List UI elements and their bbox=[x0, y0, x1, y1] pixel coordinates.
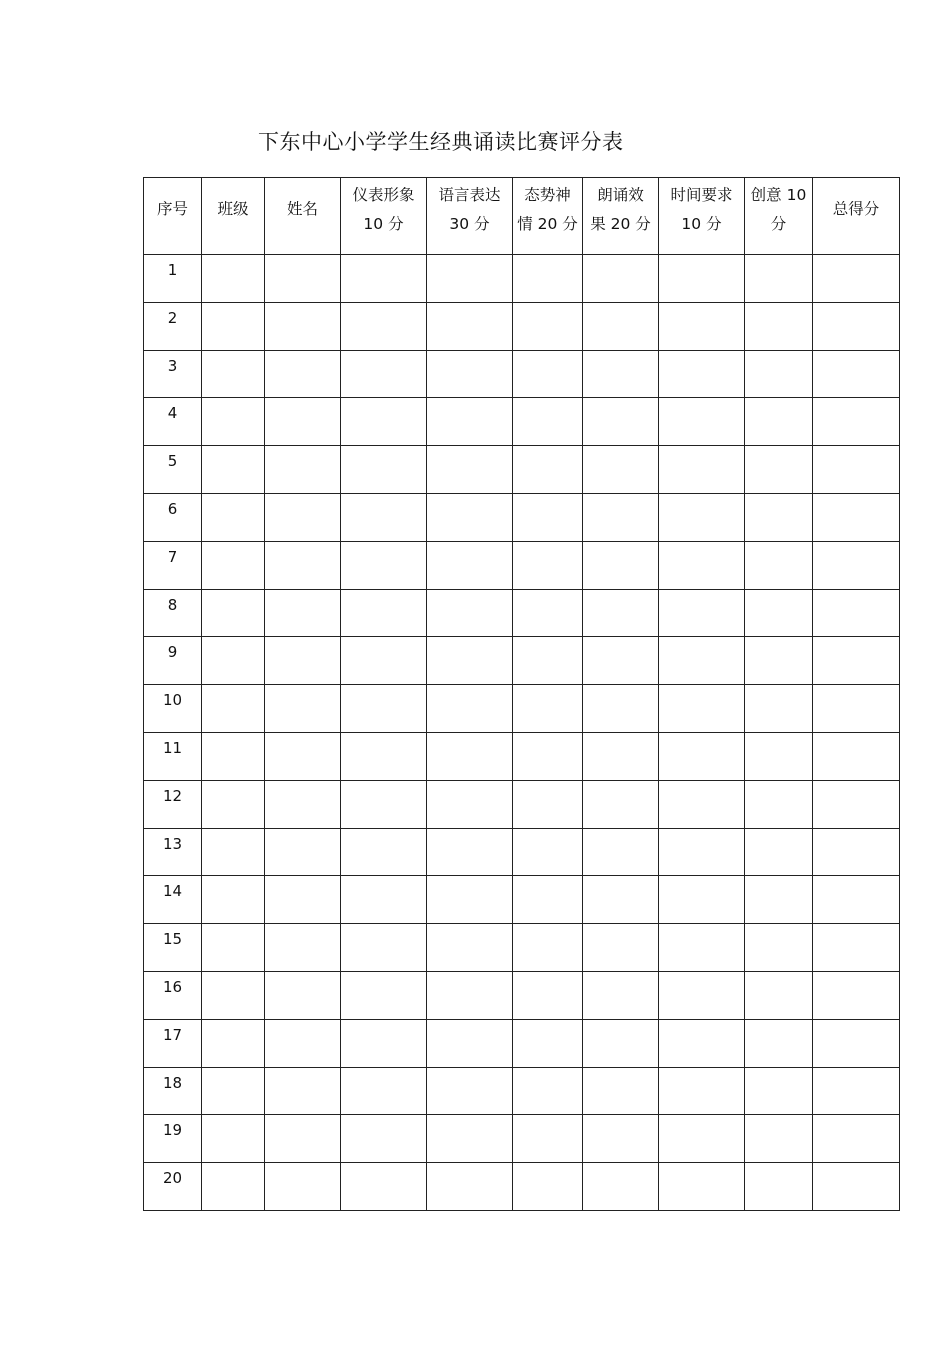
score-cell[interactable] bbox=[583, 971, 659, 1019]
page-title: 下东中心小学学生经典诵读比赛评分表 bbox=[258, 130, 624, 154]
score-cell[interactable] bbox=[583, 637, 659, 685]
header-label: 态势神 bbox=[524, 186, 571, 204]
score-cell[interactable] bbox=[202, 302, 265, 350]
row-number: 10 bbox=[144, 685, 202, 733]
score-cell[interactable] bbox=[659, 685, 745, 733]
score-cell[interactable] bbox=[513, 541, 583, 589]
score-cell[interactable] bbox=[659, 1115, 745, 1163]
score-cell[interactable] bbox=[265, 637, 341, 685]
score-cell[interactable] bbox=[659, 971, 745, 1019]
score-cell[interactable] bbox=[427, 1067, 513, 1115]
score-cell[interactable] bbox=[659, 637, 745, 685]
score-cell[interactable] bbox=[745, 589, 813, 637]
table-row bbox=[144, 1115, 900, 1163]
score-cell[interactable] bbox=[202, 828, 265, 876]
row-number: 5 bbox=[144, 446, 202, 494]
score-cell[interactable] bbox=[341, 446, 427, 494]
row-number: 20 bbox=[144, 1163, 202, 1211]
score-cell[interactable] bbox=[513, 398, 583, 446]
row-number: 18 bbox=[144, 1067, 202, 1115]
score-cell[interactable] bbox=[427, 302, 513, 350]
score-cell[interactable] bbox=[265, 1115, 341, 1163]
score-cell[interactable] bbox=[659, 1163, 745, 1211]
score-cell[interactable] bbox=[427, 828, 513, 876]
row-number: 3 bbox=[144, 350, 202, 398]
row-number: 12 bbox=[144, 780, 202, 828]
score-cell[interactable] bbox=[202, 637, 265, 685]
header-points: 10 分 bbox=[681, 215, 722, 233]
header-time bbox=[659, 178, 745, 255]
score-cell[interactable] bbox=[813, 1067, 900, 1115]
score-cell[interactable] bbox=[513, 255, 583, 303]
score-cell[interactable] bbox=[202, 971, 265, 1019]
score-cell[interactable] bbox=[813, 1163, 900, 1211]
score-cell[interactable] bbox=[513, 637, 583, 685]
score-cell[interactable] bbox=[202, 1115, 265, 1163]
table-row bbox=[144, 350, 900, 398]
row-number: 4 bbox=[144, 398, 202, 446]
row-number: 13 bbox=[144, 828, 202, 876]
score-cell[interactable] bbox=[745, 350, 813, 398]
score-cell[interactable] bbox=[659, 446, 745, 494]
score-cell[interactable] bbox=[513, 302, 583, 350]
score-cell[interactable] bbox=[583, 1019, 659, 1067]
score-cell[interactable] bbox=[745, 302, 813, 350]
score-cell[interactable] bbox=[583, 350, 659, 398]
score-cell[interactable] bbox=[659, 1067, 745, 1115]
score-cell[interactable] bbox=[341, 685, 427, 733]
header-label: 语言表达 bbox=[438, 186, 501, 204]
row-number: 6 bbox=[144, 493, 202, 541]
score-cell[interactable] bbox=[202, 541, 265, 589]
score-cell[interactable] bbox=[427, 1019, 513, 1067]
score-cell[interactable] bbox=[513, 350, 583, 398]
score-cell[interactable] bbox=[265, 685, 341, 733]
score-cell[interactable] bbox=[583, 732, 659, 780]
score-cell[interactable] bbox=[341, 1115, 427, 1163]
score-cell[interactable] bbox=[583, 876, 659, 924]
table-row bbox=[144, 541, 900, 589]
table-row bbox=[144, 971, 900, 1019]
score-cell[interactable] bbox=[341, 255, 427, 303]
score-cell[interactable] bbox=[265, 876, 341, 924]
score-cell[interactable] bbox=[813, 637, 900, 685]
score-cell[interactable] bbox=[659, 302, 745, 350]
score-cell[interactable] bbox=[202, 589, 265, 637]
row-number: 19 bbox=[144, 1115, 202, 1163]
score-cell[interactable] bbox=[427, 924, 513, 972]
row-number: 2 bbox=[144, 302, 202, 350]
score-cell[interactable] bbox=[427, 350, 513, 398]
score-cell[interactable] bbox=[265, 350, 341, 398]
score-cell[interactable] bbox=[427, 398, 513, 446]
row-number: 1 bbox=[144, 255, 202, 303]
score-cell[interactable] bbox=[202, 732, 265, 780]
score-cell[interactable] bbox=[427, 685, 513, 733]
row-number: 16 bbox=[144, 971, 202, 1019]
table-row bbox=[144, 589, 900, 637]
score-cell[interactable] bbox=[202, 398, 265, 446]
score-cell[interactable] bbox=[813, 876, 900, 924]
score-cell[interactable] bbox=[659, 828, 745, 876]
table-row bbox=[144, 493, 900, 541]
score-cell[interactable] bbox=[813, 255, 900, 303]
score-cell[interactable] bbox=[427, 1115, 513, 1163]
score-cell[interactable] bbox=[583, 1115, 659, 1163]
score-cell[interactable] bbox=[513, 780, 583, 828]
score-cell[interactable] bbox=[513, 589, 583, 637]
score-cell[interactable] bbox=[341, 302, 427, 350]
score-cell[interactable] bbox=[341, 589, 427, 637]
score-cell[interactable] bbox=[202, 255, 265, 303]
header-seq bbox=[144, 178, 202, 255]
score-cell[interactable] bbox=[341, 780, 427, 828]
score-cell[interactable] bbox=[265, 1019, 341, 1067]
score-cell[interactable] bbox=[813, 971, 900, 1019]
score-cell[interactable] bbox=[341, 732, 427, 780]
table-row bbox=[144, 1067, 900, 1115]
score-cell[interactable] bbox=[513, 685, 583, 733]
score-cell[interactable] bbox=[583, 493, 659, 541]
score-cell[interactable] bbox=[583, 255, 659, 303]
header-points: 果 20 分 bbox=[590, 215, 651, 233]
score-cell[interactable] bbox=[813, 446, 900, 494]
header-points: 10 分 bbox=[363, 215, 404, 233]
score-cell[interactable] bbox=[745, 1163, 813, 1211]
score-cell[interactable] bbox=[659, 493, 745, 541]
score-cell[interactable] bbox=[265, 1163, 341, 1211]
header-label: 仪表形象 bbox=[352, 186, 415, 204]
table-row bbox=[144, 637, 900, 685]
score-cell[interactable] bbox=[583, 302, 659, 350]
table-row bbox=[144, 302, 900, 350]
table-row bbox=[144, 780, 900, 828]
score-cell[interactable] bbox=[813, 828, 900, 876]
score-cell[interactable] bbox=[745, 971, 813, 1019]
score-cell[interactable] bbox=[583, 780, 659, 828]
score-cell[interactable] bbox=[513, 1019, 583, 1067]
score-cell[interactable] bbox=[513, 493, 583, 541]
header-label: 总得分 bbox=[832, 199, 880, 218]
score-cell[interactable] bbox=[427, 541, 513, 589]
score-cell[interactable] bbox=[265, 1067, 341, 1115]
score-cell[interactable] bbox=[745, 541, 813, 589]
score-cell[interactable] bbox=[813, 1115, 900, 1163]
score-cell[interactable] bbox=[745, 1067, 813, 1115]
score-cell[interactable] bbox=[265, 255, 341, 303]
score-cell[interactable] bbox=[341, 971, 427, 1019]
table-row bbox=[144, 828, 900, 876]
score-cell[interactable] bbox=[265, 971, 341, 1019]
header-points: 30 分 bbox=[449, 215, 490, 233]
score-cell[interactable] bbox=[813, 493, 900, 541]
header-name bbox=[265, 178, 341, 255]
score-cell[interactable] bbox=[813, 732, 900, 780]
score-table bbox=[143, 177, 900, 1211]
header-label: 朗诵效 bbox=[597, 186, 644, 204]
header-label: 创意 10 bbox=[750, 186, 807, 204]
header-label: 序号 bbox=[156, 199, 188, 218]
score-cell[interactable] bbox=[659, 589, 745, 637]
header-label: 姓名 bbox=[286, 199, 318, 218]
score-cell[interactable] bbox=[659, 541, 745, 589]
score-cell[interactable] bbox=[427, 446, 513, 494]
score-cell[interactable] bbox=[427, 589, 513, 637]
header-expression bbox=[427, 178, 513, 255]
score-cell[interactable] bbox=[341, 350, 427, 398]
score-cell[interactable] bbox=[745, 1115, 813, 1163]
score-cell[interactable] bbox=[427, 732, 513, 780]
score-cell[interactable] bbox=[659, 1019, 745, 1067]
score-cell[interactable] bbox=[813, 589, 900, 637]
score-cell[interactable] bbox=[745, 398, 813, 446]
score-cell[interactable] bbox=[427, 255, 513, 303]
score-cell[interactable] bbox=[265, 732, 341, 780]
score-cell[interactable] bbox=[202, 924, 265, 972]
header-points: 分 bbox=[770, 215, 787, 233]
score-cell[interactable] bbox=[659, 876, 745, 924]
row-number: 9 bbox=[144, 637, 202, 685]
score-cell[interactable] bbox=[513, 924, 583, 972]
score-cell[interactable] bbox=[659, 398, 745, 446]
score-cell[interactable] bbox=[659, 924, 745, 972]
score-cell[interactable] bbox=[265, 828, 341, 876]
score-cell[interactable] bbox=[583, 446, 659, 494]
score-cell[interactable] bbox=[583, 1163, 659, 1211]
score-cell[interactable] bbox=[513, 1115, 583, 1163]
score-cell[interactable] bbox=[341, 493, 427, 541]
score-cell[interactable] bbox=[813, 350, 900, 398]
table-row bbox=[144, 1163, 900, 1211]
score-cell[interactable] bbox=[265, 924, 341, 972]
score-cell[interactable] bbox=[265, 589, 341, 637]
score-cell[interactable] bbox=[813, 398, 900, 446]
header-total bbox=[813, 178, 900, 255]
table-row bbox=[144, 398, 900, 446]
score-cell[interactable] bbox=[265, 493, 341, 541]
score-cell[interactable] bbox=[341, 398, 427, 446]
score-cell[interactable] bbox=[813, 1019, 900, 1067]
score-cell[interactable] bbox=[513, 446, 583, 494]
score-cell[interactable] bbox=[427, 1163, 513, 1211]
row-number: 15 bbox=[144, 924, 202, 972]
score-cell[interactable] bbox=[513, 876, 583, 924]
score-cell[interactable] bbox=[341, 828, 427, 876]
table-row bbox=[144, 732, 900, 780]
header-row bbox=[144, 178, 900, 255]
score-cell[interactable] bbox=[659, 350, 745, 398]
score-cell[interactable] bbox=[745, 255, 813, 303]
score-cell[interactable] bbox=[202, 446, 265, 494]
score-cell[interactable] bbox=[813, 541, 900, 589]
score-cell[interactable] bbox=[583, 541, 659, 589]
score-cell[interactable] bbox=[341, 1067, 427, 1115]
row-number: 7 bbox=[144, 541, 202, 589]
score-cell[interactable] bbox=[745, 493, 813, 541]
score-cell[interactable] bbox=[659, 780, 745, 828]
score-cell[interactable] bbox=[745, 828, 813, 876]
score-cell[interactable] bbox=[427, 493, 513, 541]
score-cell[interactable] bbox=[513, 732, 583, 780]
table-row bbox=[144, 924, 900, 972]
score-cell[interactable] bbox=[513, 1067, 583, 1115]
score-cell[interactable] bbox=[202, 1067, 265, 1115]
score-cell[interactable] bbox=[745, 1019, 813, 1067]
score-cell[interactable] bbox=[202, 493, 265, 541]
score-cell[interactable] bbox=[513, 1163, 583, 1211]
score-cell[interactable] bbox=[341, 924, 427, 972]
header-label: 时间要求 bbox=[670, 186, 733, 204]
header-posture bbox=[513, 178, 583, 255]
score-cell[interactable] bbox=[341, 876, 427, 924]
score-cell[interactable] bbox=[265, 398, 341, 446]
score-cell[interactable] bbox=[583, 685, 659, 733]
score-cell[interactable] bbox=[341, 1019, 427, 1067]
score-cell[interactable] bbox=[513, 828, 583, 876]
header-recitation bbox=[583, 178, 659, 255]
score-cell[interactable] bbox=[745, 876, 813, 924]
score-cell[interactable] bbox=[202, 780, 265, 828]
score-cell[interactable] bbox=[813, 924, 900, 972]
row-number: 8 bbox=[144, 589, 202, 637]
score-cell[interactable] bbox=[583, 398, 659, 446]
score-cell[interactable] bbox=[659, 732, 745, 780]
score-cell[interactable] bbox=[427, 876, 513, 924]
score-cell[interactable] bbox=[265, 541, 341, 589]
table-row bbox=[144, 446, 900, 494]
score-cell[interactable] bbox=[341, 1163, 427, 1211]
row-number: 11 bbox=[144, 732, 202, 780]
score-cell[interactable] bbox=[513, 971, 583, 1019]
score-cell[interactable] bbox=[813, 685, 900, 733]
score-cell[interactable] bbox=[427, 971, 513, 1019]
table-row bbox=[144, 1019, 900, 1067]
score-cell[interactable] bbox=[583, 924, 659, 972]
score-cell[interactable] bbox=[265, 446, 341, 494]
header-label: 班级 bbox=[217, 199, 249, 218]
score-cell[interactable] bbox=[427, 637, 513, 685]
score-cell[interactable] bbox=[659, 255, 745, 303]
table-row bbox=[144, 685, 900, 733]
score-cell[interactable] bbox=[341, 637, 427, 685]
score-cell[interactable] bbox=[745, 924, 813, 972]
score-cell[interactable] bbox=[583, 828, 659, 876]
header-points: 情 20 分 bbox=[517, 215, 578, 233]
score-cell[interactable] bbox=[745, 732, 813, 780]
score-cell[interactable] bbox=[813, 780, 900, 828]
score-cell[interactable] bbox=[745, 446, 813, 494]
header-class bbox=[202, 178, 265, 255]
score-cell[interactable] bbox=[583, 589, 659, 637]
score-cell[interactable] bbox=[265, 302, 341, 350]
score-cell[interactable] bbox=[813, 302, 900, 350]
header-appearance bbox=[341, 178, 427, 255]
score-cell[interactable] bbox=[202, 685, 265, 733]
score-cell[interactable] bbox=[202, 1163, 265, 1211]
table-row bbox=[144, 255, 900, 303]
score-cell[interactable] bbox=[265, 780, 341, 828]
score-cell[interactable] bbox=[202, 350, 265, 398]
score-cell[interactable] bbox=[583, 1067, 659, 1115]
score-cell[interactable] bbox=[202, 876, 265, 924]
score-cell[interactable] bbox=[745, 685, 813, 733]
score-cell[interactable] bbox=[427, 780, 513, 828]
score-cell[interactable] bbox=[202, 1019, 265, 1067]
table-row bbox=[144, 876, 900, 924]
header-creativity bbox=[745, 178, 813, 255]
score-cell[interactable] bbox=[745, 637, 813, 685]
score-cell[interactable] bbox=[745, 780, 813, 828]
score-cell[interactable] bbox=[341, 541, 427, 589]
row-number: 14 bbox=[144, 876, 202, 924]
row-number: 17 bbox=[144, 1019, 202, 1067]
